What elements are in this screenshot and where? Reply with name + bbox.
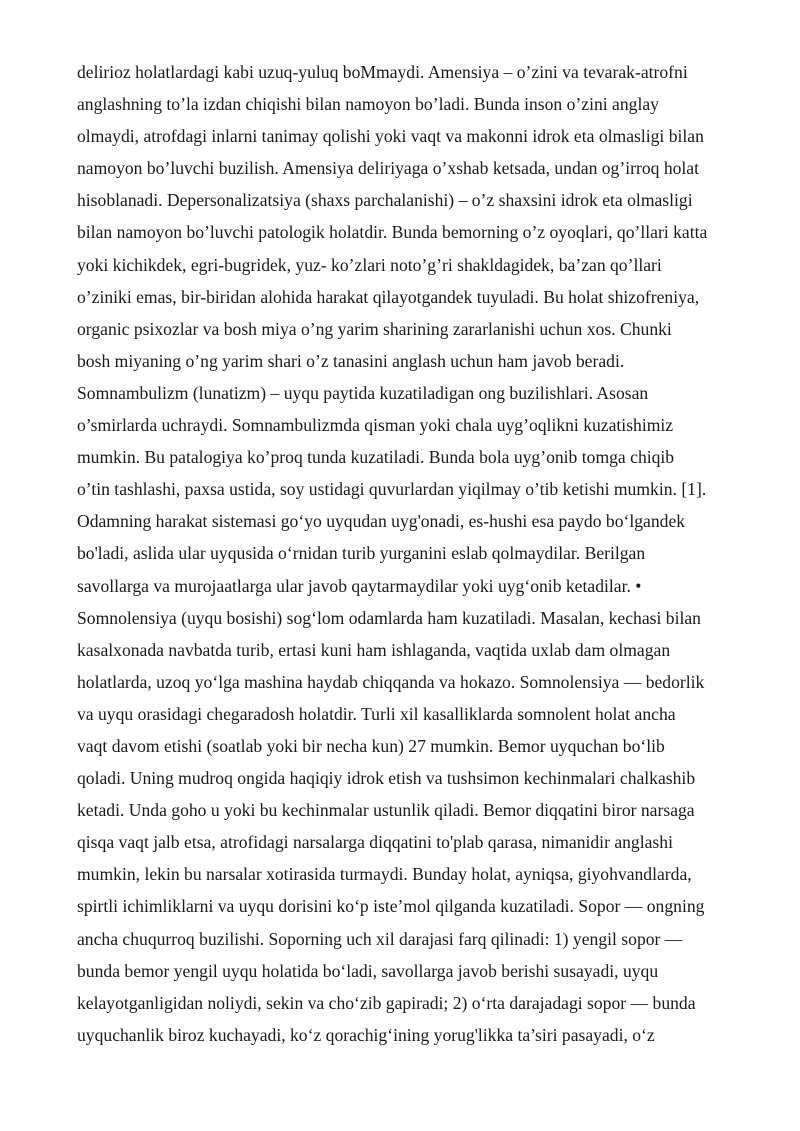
text-line: holatlarda, uzoq yo‘lga mashina haydab chiqqanda va hokazo. Somnolensiya — bedorlik <box>77 671 705 692</box>
text-line: organic psixozlar va bosh miya o’ng yarim sharining zararlanishi uchun xos. Chunki <box>77 318 672 339</box>
text-line: kasalxonada navbatda turib, ertasi kuni ham ishlaganda, vaqtida uxlab dam olmagan <box>77 639 671 660</box>
text-line: spirtli ichimliklarni va uyqu dorisini ko‘p iste’mol qilganda kuzatiladi. Sopor — ongning <box>77 896 705 917</box>
text-line: bunda bemor yengil uyqu holatida bo‘ladi, savollarga javob berishi susayadi, uyqu <box>77 960 659 981</box>
text-line: yoki kichikdek, egri-bugridek, yuz- ko’zlari noto’g’ri shakldagidek, ba’zan qo’llari <box>77 254 662 275</box>
text-line: o’ziniki emas, bir-biridan alohida harakat qilayotgandek tuyuladi. Bu holat shizofreniya, <box>77 286 700 307</box>
text-line: hisoblanadi. Depersonalizatsiya (shaxs parchalanishi) – o’z shaxsini idrok eta olmasligi <box>77 190 693 211</box>
text-line: Odamning harakat sistemasi go‘yo uyqudan uyg'onadi, es-hushi esa paydo bo‘lgandek <box>77 511 686 532</box>
text-line: bilan namoyon bo’luvchi patologik holatdir. Bunda bemorning o’z oyoqlari, qo’llari katta <box>77 222 708 243</box>
text-line: kelayotganligidan noliydi, sekin va cho‘zib gapiradi; 2) o‘rta darajadagi sopor — bunda <box>77 992 696 1013</box>
text-line: namoyon bo’luvchi buzilish. Amensiya deliriyaga o’xshab ketsada, undan og’irroq holat <box>77 158 699 179</box>
text-line: vaqt davom etishi (soatlab yoki bir necha kun) 27 mumkin. Bemor uyquchan bo‘lib <box>77 735 665 756</box>
text-line: olmaydi, atrofdagi inlarni tanimay qolishi yoki vaqt va makonni idrok eta olmasligi bilan <box>77 126 704 147</box>
text-line: qoladi. Uning mudroq ongida haqiqiy idrok etish va tushsimon kechinmalari chalkashib <box>77 768 696 789</box>
text-line: ancha chuqurroq buzilishi. Soporning uch xil darajasi farq qilinadi: 1) yengil sopor — <box>77 928 683 949</box>
text-line: bo'ladi, aslida ular uyqusida o‘rnidan turib yurganini eslab qolmaydilar. Berilgan <box>77 543 646 564</box>
text-line: mumkin. Bu patalogiya ko’proq tunda kuzatiladi. Bunda bola uyg’onib tomga chiqib <box>77 447 675 468</box>
text-line: bosh miyaning o’ng yarim shari o’z tanasini anglash uchun ham javob beradi. <box>77 350 625 371</box>
text-line: uyquchanlik biroz kuchayadi, ko‘z qorachig‘ining yorug'likka ta’siri pasayadi, o‘z <box>77 1024 655 1045</box>
text-line: Somnambulizm (lunatizm) – uyqu paytida kuzatiladigan ong buzilishlari. Asosan <box>77 382 649 403</box>
text-line: mumkin, lekin bu narsalar xotirasida turmaydi. Bunday holat, ayniqsa, giyohvandlarda, <box>77 864 692 885</box>
text-line: qisqa vaqt jalb etsa, atrofidagi narsalarga diqqatini to'plab qarasa, nimanidir anglashi <box>77 832 673 853</box>
text-line: anglashning to’la izdan chiqishi bilan namoyon bo’ladi. Bunda inson o’zini anglay <box>77 94 659 115</box>
text-line: ketadi. Unda goho u yoki bu kechinmalar ustunlik qiladi. Bemor diqqatini biror narsaga <box>77 800 695 821</box>
text-line: o’tin tashlashi, paxsa ustida, soy ustidagi quvurlardan yiqilmay o’tib ketishi mumkin. [1]. <box>77 479 707 500</box>
text-line: o’smirlarda uchraydi. Somnambulizmda qisman yoki chala uyg’oqlikni kuzatishimiz <box>77 415 674 436</box>
text-line: savollarga va murojaatlarga ular javob qaytarmaydilar yoki uyg‘onib ketadilar. • <box>77 575 642 596</box>
body-text <box>77 56 707 1051</box>
text-line: delirioz holatlardagi kabi uzuq-yuluq boMmaydi. Amensiya – o’zini va tevarak-atrofni <box>77 62 688 82</box>
text-line: va uyqu orasidagi chegaradosh holatdir. Turli xil kasalliklarda somnolent holat ancha <box>77 703 676 724</box>
text-line: Somnolensiya (uyqu bosishi) sog‘lom odamlarda ham kuzatiladi. Masalan, kechasi bilan <box>77 607 701 628</box>
